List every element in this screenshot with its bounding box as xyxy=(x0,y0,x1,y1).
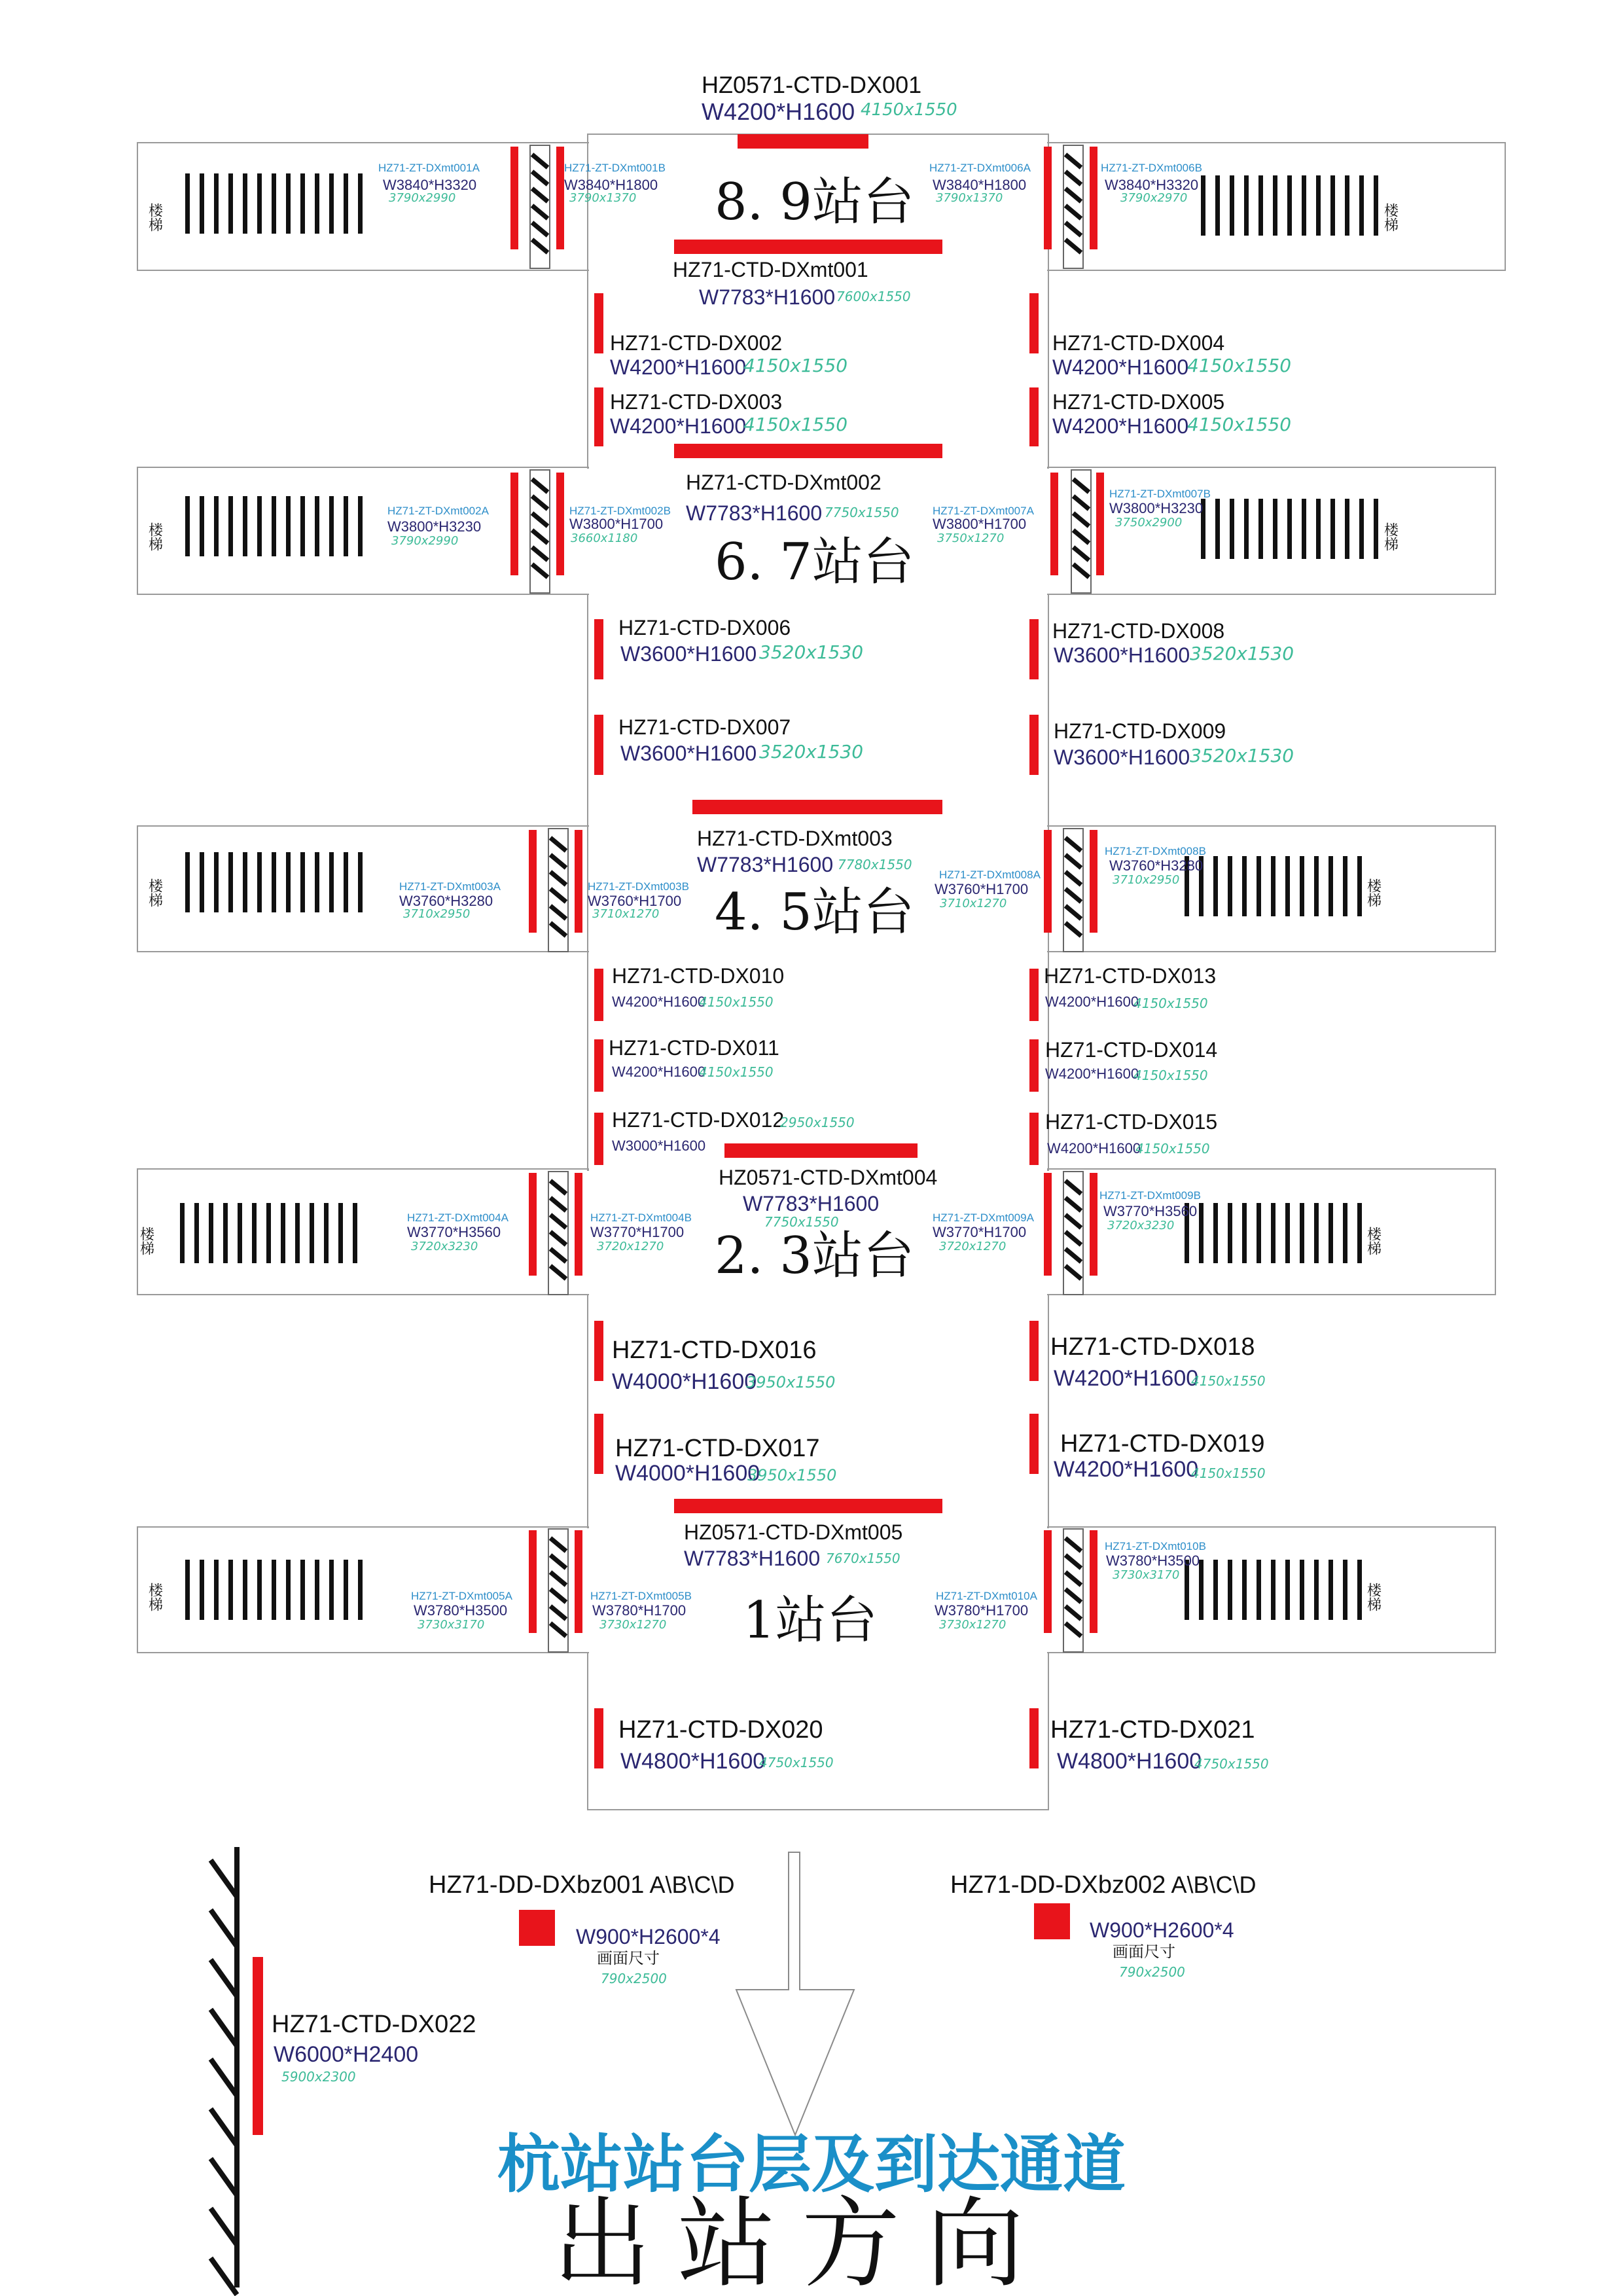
label-dx012-pic: 2950x1550 xyxy=(780,1115,855,1130)
sign-bar-mt005 xyxy=(674,1499,942,1513)
label-mt010B-pic: 3730x3170 xyxy=(1113,1568,1180,1582)
label-mt004A-pic: 3720x3230 xyxy=(411,1240,478,1253)
label-dx004-code: HZ71-CTD-DX004 xyxy=(1052,331,1225,355)
label-mt008B-code: HZ71-ZT-DXmt008B xyxy=(1105,845,1206,857)
label-mt002B-pic: 3660x1180 xyxy=(571,531,638,545)
exit-wall-hatching xyxy=(211,1847,237,2295)
label-mt010A-code: HZ71-ZT-DXmt010A xyxy=(936,1590,1037,1602)
label-dx006-pic: 3520x1530 xyxy=(759,641,864,663)
label-dx017-code: HZ71-CTD-DX017 xyxy=(615,1435,820,1462)
sign-post-67-l1 xyxy=(510,473,518,575)
label-mt002B-size: W3800*H1700 xyxy=(569,516,664,532)
label-mt001B-size: W3840*H1800 xyxy=(564,177,658,193)
label-dx003-code: HZ71-CTD-DX003 xyxy=(610,390,783,414)
stair-right-23 xyxy=(1185,1203,1362,1263)
sign-post-23-l1 xyxy=(529,1173,537,1276)
label-dx002-code: HZ71-CTD-DX002 xyxy=(610,331,783,355)
label-mt001-code: HZ71-CTD-DXmt001 xyxy=(673,258,868,281)
label-mt003A-pic: 3710x2950 xyxy=(403,907,471,921)
label-mt009A-code: HZ71-ZT-DXmt009A xyxy=(933,1211,1034,1224)
sign-bar-dx001 xyxy=(738,134,868,149)
platform-label-89: 8. 9站台 xyxy=(715,173,914,232)
platform-label-1: 1站台 xyxy=(743,1591,878,1650)
label-mt010A-size: W3780*H1700 xyxy=(935,1602,1029,1619)
label-dx014-size: W4200*H1600 xyxy=(1045,1066,1139,1082)
label-mt003B-pic: 3710x1270 xyxy=(592,907,660,921)
label-dx005-pic: 4150x1550 xyxy=(1187,414,1292,435)
label-mt007A-size: W3800*H1700 xyxy=(933,516,1027,532)
stair-label-1-left: 楼梯 xyxy=(146,1583,163,1611)
label-dx013-pic: 4150x1550 xyxy=(1133,996,1208,1011)
label-mt006A-size: W3840*H1800 xyxy=(933,177,1027,193)
sign-post-23-r2 xyxy=(1090,1173,1097,1276)
label-dx010-size: W4200*H1600 xyxy=(612,994,706,1010)
sign-post-dx014 xyxy=(1029,1039,1039,1092)
label-mt010A-pic: 3730x1270 xyxy=(939,1618,1007,1632)
escalator-45-right xyxy=(1063,829,1083,952)
label-dx021-code: HZ71-CTD-DX021 xyxy=(1050,1716,1255,1744)
stair-label-67-right: 楼梯 xyxy=(1382,522,1399,551)
label-dx007-size: W3600*H1600 xyxy=(620,742,757,765)
label-dx007-pic: 3520x1530 xyxy=(759,741,864,762)
label-mt002B-code: HZ71-ZT-DXmt002B xyxy=(569,505,671,517)
exit-direction-label: 出站方向 xyxy=(552,2187,1051,2296)
sign-post-dx019 xyxy=(1029,1414,1039,1474)
label-dx016-pic: 3950x1550 xyxy=(746,1373,836,1391)
sign-post-67-r1 xyxy=(1050,473,1058,575)
label-bz001-size: W900*H2600*4 xyxy=(576,1925,721,1948)
label-mt001A-code: HZ71-ZT-DXmt001A xyxy=(378,162,480,174)
stair-right-89 xyxy=(1201,175,1378,236)
label-mt002A-code: HZ71-ZT-DXmt002A xyxy=(387,505,489,517)
label-dx009-size: W3600*H1600 xyxy=(1054,745,1190,769)
stair-left-67 xyxy=(185,496,363,556)
stair-left-1 xyxy=(185,1560,363,1620)
platform-label-23: 2. 3站台 xyxy=(715,1227,914,1285)
label-mt002A-size: W3800*H3230 xyxy=(387,518,482,535)
sign-post-45-r2 xyxy=(1090,830,1097,933)
sign-post-dx016 xyxy=(594,1321,603,1381)
label-mt002-size: W7783*H1600 xyxy=(686,501,823,525)
label-bz002-note: 画面尺寸 xyxy=(1113,1943,1175,1961)
label-mt001-size: W7783*H1600 xyxy=(699,285,836,309)
platform-label-45: 4. 5站台 xyxy=(715,883,914,942)
sign-post-dx021 xyxy=(1029,1708,1039,1768)
sign-post-67-l2 xyxy=(556,473,564,575)
label-mt008A-pic: 3710x1270 xyxy=(940,897,1007,910)
sign-square-bz001 xyxy=(519,1910,555,1946)
label-dx004-pic: 4150x1550 xyxy=(1187,355,1292,376)
label-mt005A-pic: 3730x3170 xyxy=(418,1618,485,1632)
exit-arrow-icon xyxy=(736,1852,854,2135)
label-dx019-code: HZ71-CTD-DX019 xyxy=(1060,1430,1265,1458)
label-dx011-code: HZ71-CTD-DX011 xyxy=(609,1036,779,1060)
stair-right-1 xyxy=(1185,1560,1362,1620)
sign-bar-mt003 xyxy=(692,800,942,814)
label-dx001-pic: 4150x1550 xyxy=(861,100,957,120)
label-mt006B-size: W3840*H3320 xyxy=(1105,177,1199,193)
label-mt005-code: HZ0571-CTD-DXmt005 xyxy=(684,1520,903,1544)
sign-post-1-l1 xyxy=(529,1530,537,1633)
label-mt007A-code: HZ71-ZT-DXmt007A xyxy=(933,505,1034,517)
label-mt004-pic: 7750x1550 xyxy=(764,1214,839,1230)
label-dx012-size: W3000*H1600 xyxy=(612,1138,706,1154)
label-mt006B-code: HZ71-ZT-DXmt006B xyxy=(1101,162,1202,174)
label-bz002-size: W900*H2600*4 xyxy=(1090,1918,1234,1942)
label-mt009A-size: W3770*H1700 xyxy=(933,1224,1027,1240)
stair-label-89-left: 楼梯 xyxy=(146,203,163,232)
label-mt006A-code: HZ71-ZT-DXmt006A xyxy=(929,162,1031,174)
label-mt004-code: HZ0571-CTD-DXmt004 xyxy=(719,1166,938,1189)
label-dx013-code: HZ71-CTD-DX013 xyxy=(1044,964,1217,988)
label-dx002-size: W4200*H1600 xyxy=(610,355,747,379)
labels xyxy=(138,71,1399,2296)
stair-label-45-left: 楼梯 xyxy=(146,878,163,907)
label-dx010-pic: 4150x1550 xyxy=(699,994,774,1010)
label-dx004-size: W4200*H1600 xyxy=(1052,355,1189,379)
label-mt003-pic: 7780x1550 xyxy=(838,857,912,872)
label-mt003-size: W7783*H1600 xyxy=(697,853,834,876)
sign-post-dx008 xyxy=(1029,619,1039,679)
label-dx008-size: W3600*H1600 xyxy=(1054,643,1190,667)
label-mt005-pic: 7670x1550 xyxy=(826,1551,901,1566)
sign-post-dx017 xyxy=(594,1414,603,1474)
label-dx016-code: HZ71-CTD-DX016 xyxy=(612,1336,817,1364)
escalator-23-left xyxy=(548,1172,568,1295)
label-dx009-pic: 3520x1530 xyxy=(1190,745,1294,766)
stair-label-89-right: 楼梯 xyxy=(1382,203,1399,232)
escalator-89-right xyxy=(1063,145,1083,268)
label-mt009B-size: W3770*H3560 xyxy=(1103,1203,1198,1219)
label-dx015-size: W4200*H1600 xyxy=(1047,1140,1141,1157)
sign-post-dx010 xyxy=(594,969,603,1021)
sign-post-23-r1 xyxy=(1044,1173,1052,1276)
label-bz001-pic: 790x2500 xyxy=(601,1971,667,1986)
escalator-1-right xyxy=(1063,1529,1083,1652)
label-mt002-code: HZ71-CTD-DXmt002 xyxy=(686,471,882,494)
label-mt007A-pic: 3750x1270 xyxy=(937,531,1005,545)
label-bz001-code: HZ71-DD-DXbz001 A\B\C\D xyxy=(429,1871,735,1899)
sign-post-89-r2 xyxy=(1090,147,1097,249)
label-mt005B-code: HZ71-ZT-DXmt005B xyxy=(590,1590,692,1602)
label-mt003B-size: W3760*H1700 xyxy=(588,893,682,909)
stair-label-23-left: 楼梯 xyxy=(137,1227,154,1255)
label-mt009B-code: HZ71-ZT-DXmt009B xyxy=(1099,1189,1201,1202)
label-bz001-note: 画面尺寸 xyxy=(597,1949,660,1967)
stair-label-67-left: 楼梯 xyxy=(146,522,163,551)
sign-post-dx003 xyxy=(594,387,603,446)
label-mt008B-size: W3760*H3280 xyxy=(1109,857,1204,874)
sign-post-dx007 xyxy=(594,715,603,775)
sign-post-1-l2 xyxy=(575,1530,582,1633)
sign-post-45-l1 xyxy=(529,830,537,933)
label-dx020-pic: 4750x1550 xyxy=(759,1755,834,1770)
label-dx010-code: HZ71-CTD-DX010 xyxy=(612,964,785,988)
plan-title: 杭站站台层及到达通道 xyxy=(497,2128,1126,2201)
label-dx017-pic: 3950x1550 xyxy=(747,1466,837,1484)
sign-post-89-l1 xyxy=(510,147,518,249)
label-dx012-code: HZ71-CTD-DX012 xyxy=(612,1108,785,1132)
label-mt004-size: W7783*H1600 xyxy=(743,1192,880,1215)
label-mt005B-size: W3780*H1700 xyxy=(592,1602,687,1619)
sign-post-89-l2 xyxy=(556,147,564,249)
label-mt009B-pic: 3720x3230 xyxy=(1107,1219,1175,1232)
label-mt003-code: HZ71-CTD-DXmt003 xyxy=(697,827,893,850)
label-mt002-pic: 7750x1550 xyxy=(825,505,899,520)
stair-left-45 xyxy=(185,852,363,912)
label-dx017-size: W4000*H1600 xyxy=(615,1461,760,1486)
sign-post-1-r1 xyxy=(1044,1530,1052,1633)
label-mt005-size: W7783*H1600 xyxy=(684,1547,821,1570)
stair-left-89 xyxy=(185,173,363,234)
label-mt001-pic: 7600x1550 xyxy=(836,289,911,304)
sign-post-dx018 xyxy=(1029,1321,1039,1381)
label-dx006-code: HZ71-CTD-DX006 xyxy=(618,616,791,639)
label-mt008B-pic: 3710x2950 xyxy=(1113,873,1180,887)
escalator-67-right xyxy=(1071,470,1091,593)
label-dx003-size: W4200*H1600 xyxy=(610,414,747,438)
sign-square-bz002 xyxy=(1034,1903,1070,1939)
label-mt001B-pic: 3790x1370 xyxy=(569,191,637,205)
label-dx019-size: W4200*H1600 xyxy=(1054,1457,1199,1482)
sign-post-dx002 xyxy=(594,293,603,353)
label-dx021-size: W4800*H1600 xyxy=(1057,1749,1202,1774)
sign-post-dx011 xyxy=(594,1039,603,1092)
label-mt004B-pic: 3720x1270 xyxy=(597,1240,664,1253)
escalator-45-left xyxy=(548,829,568,952)
label-dx002-pic: 4150x1550 xyxy=(743,355,848,376)
label-dx005-size: W4200*H1600 xyxy=(1052,414,1189,438)
sign-post-45-r1 xyxy=(1044,830,1052,933)
stair-label-1-right: 楼梯 xyxy=(1364,1583,1382,1611)
label-dx011-size: W4200*H1600 xyxy=(612,1064,706,1080)
stair-right-67 xyxy=(1201,499,1378,559)
escalator-67-left xyxy=(530,470,550,593)
label-dx015-pic: 4150x1550 xyxy=(1135,1141,1210,1157)
sign-bar-mt001 xyxy=(674,240,942,254)
sign-post-dx006 xyxy=(594,619,603,679)
sign-post-67-r2 xyxy=(1096,473,1104,575)
label-dx020-size: W4800*H1600 xyxy=(620,1749,766,1774)
label-dx001-size: W4200*H1600 xyxy=(702,98,855,125)
label-mt005A-size: W3780*H3500 xyxy=(414,1602,508,1619)
label-mt010B-size: W3780*H3500 xyxy=(1106,1552,1200,1569)
label-dx018-size: W4200*H1600 xyxy=(1054,1366,1199,1391)
label-bz002-code: HZ71-DD-DXbz002 A\B\C\D xyxy=(950,1871,1257,1899)
label-dx006-size: W3600*H1600 xyxy=(620,642,757,666)
sign-post-dx009 xyxy=(1029,715,1039,775)
sign-post-45-l2 xyxy=(575,830,582,933)
label-mt008A-size: W3760*H1700 xyxy=(935,881,1029,897)
label-mt004A-size: W3770*H3560 xyxy=(407,1224,501,1240)
label-dx015-code: HZ71-CTD-DX015 xyxy=(1045,1110,1218,1134)
label-mt006A-pic: 3790x1370 xyxy=(936,191,1003,205)
sign-bar-mt002 xyxy=(674,444,942,458)
label-mt002A-pic: 3790x2990 xyxy=(391,534,459,548)
sign-post-dx004 xyxy=(1029,293,1039,353)
label-mt001A-size: W3840*H3320 xyxy=(383,177,477,193)
label-mt004A-code: HZ71-ZT-DXmt004A xyxy=(407,1211,508,1224)
label-dx022-pic: 5900x2300 xyxy=(281,2069,356,2085)
label-mt003A-size: W3760*H3280 xyxy=(399,893,493,909)
label-mt005B-pic: 3730x1270 xyxy=(599,1618,667,1632)
escalator-23-right xyxy=(1063,1172,1083,1295)
label-mt003B-code: HZ71-ZT-DXmt003B xyxy=(588,880,689,893)
label-dx013-size: W4200*H1600 xyxy=(1045,994,1139,1010)
sign-post-dx020 xyxy=(594,1708,603,1768)
label-bz002-pic: 790x2500 xyxy=(1119,1964,1185,1980)
label-mt001B-code: HZ71-ZT-DXmt001B xyxy=(564,162,666,174)
sign-post-dx022 xyxy=(253,1957,263,2135)
label-dx011-pic: 4150x1550 xyxy=(699,1064,774,1080)
label-mt009A-pic: 3720x1270 xyxy=(939,1240,1007,1253)
stair-right-45 xyxy=(1185,856,1362,916)
label-mt010B-code: HZ71-ZT-DXmt010B xyxy=(1105,1540,1206,1552)
label-dx008-code: HZ71-CTD-DX008 xyxy=(1052,619,1225,643)
label-dx018-code: HZ71-CTD-DX018 xyxy=(1050,1333,1255,1361)
sign-post-dx015 xyxy=(1029,1113,1039,1165)
sign-post-dx005 xyxy=(1029,387,1039,446)
label-dx016-size: W4000*H1600 xyxy=(612,1369,757,1394)
platform-label-67: 6. 7站台 xyxy=(715,533,914,592)
label-dx022-code: HZ71-CTD-DX022 xyxy=(272,2011,476,2038)
label-dx003-pic: 4150x1550 xyxy=(743,414,848,435)
label-mt004B-size: W3770*H1700 xyxy=(590,1224,685,1240)
label-mt006B-pic: 3790x2970 xyxy=(1120,191,1188,205)
label-dx009-code: HZ71-CTD-DX009 xyxy=(1054,719,1226,743)
stair-left-23 xyxy=(180,1203,357,1263)
label-dx018-pic: 4150x1550 xyxy=(1191,1373,1266,1389)
escalator-1-left xyxy=(548,1529,568,1652)
label-dx005-code: HZ71-CTD-DX005 xyxy=(1052,390,1225,414)
label-dx001-code: HZ0571-CTD-DX001 xyxy=(702,71,922,98)
label-mt001A-pic: 3790x2990 xyxy=(389,191,456,205)
label-dx020-code: HZ71-CTD-DX020 xyxy=(618,1716,823,1744)
sign-post-dx012 xyxy=(594,1113,603,1165)
label-mt004B-code: HZ71-ZT-DXmt004B xyxy=(590,1211,692,1224)
label-dx019-pic: 4150x1550 xyxy=(1191,1465,1266,1481)
stair-label-45-right: 楼梯 xyxy=(1364,878,1382,907)
escalator-89-left xyxy=(530,145,550,268)
label-dx014-code: HZ71-CTD-DX014 xyxy=(1045,1038,1218,1062)
label-mt003A-code: HZ71-ZT-DXmt003A xyxy=(399,880,501,893)
label-mt005A-code: HZ71-ZT-DXmt005A xyxy=(411,1590,512,1602)
sign-bar-mt004 xyxy=(724,1143,918,1158)
label-dx022-size: W6000*H2400 xyxy=(274,2042,419,2067)
label-dx014-pic: 4150x1550 xyxy=(1133,1067,1208,1083)
label-mt007B-size: W3800*H3230 xyxy=(1109,500,1204,516)
label-mt007B-code: HZ71-ZT-DXmt007B xyxy=(1109,488,1211,500)
stair-label-23-right: 楼梯 xyxy=(1364,1227,1382,1255)
label-dx008-pic: 3520x1530 xyxy=(1190,643,1294,664)
sign-post-1-r2 xyxy=(1090,1530,1097,1633)
label-dx007-code: HZ71-CTD-DX007 xyxy=(618,715,791,739)
sign-post-89-r1 xyxy=(1044,147,1052,249)
sign-post-23-l2 xyxy=(575,1173,582,1276)
label-mt008A-code: HZ71-ZT-DXmt008A xyxy=(939,869,1041,881)
sign-post-dx013 xyxy=(1029,969,1039,1021)
label-dx021-pic: 4750x1550 xyxy=(1194,1756,1269,1772)
label-mt007B-pic: 3750x2900 xyxy=(1115,516,1183,529)
